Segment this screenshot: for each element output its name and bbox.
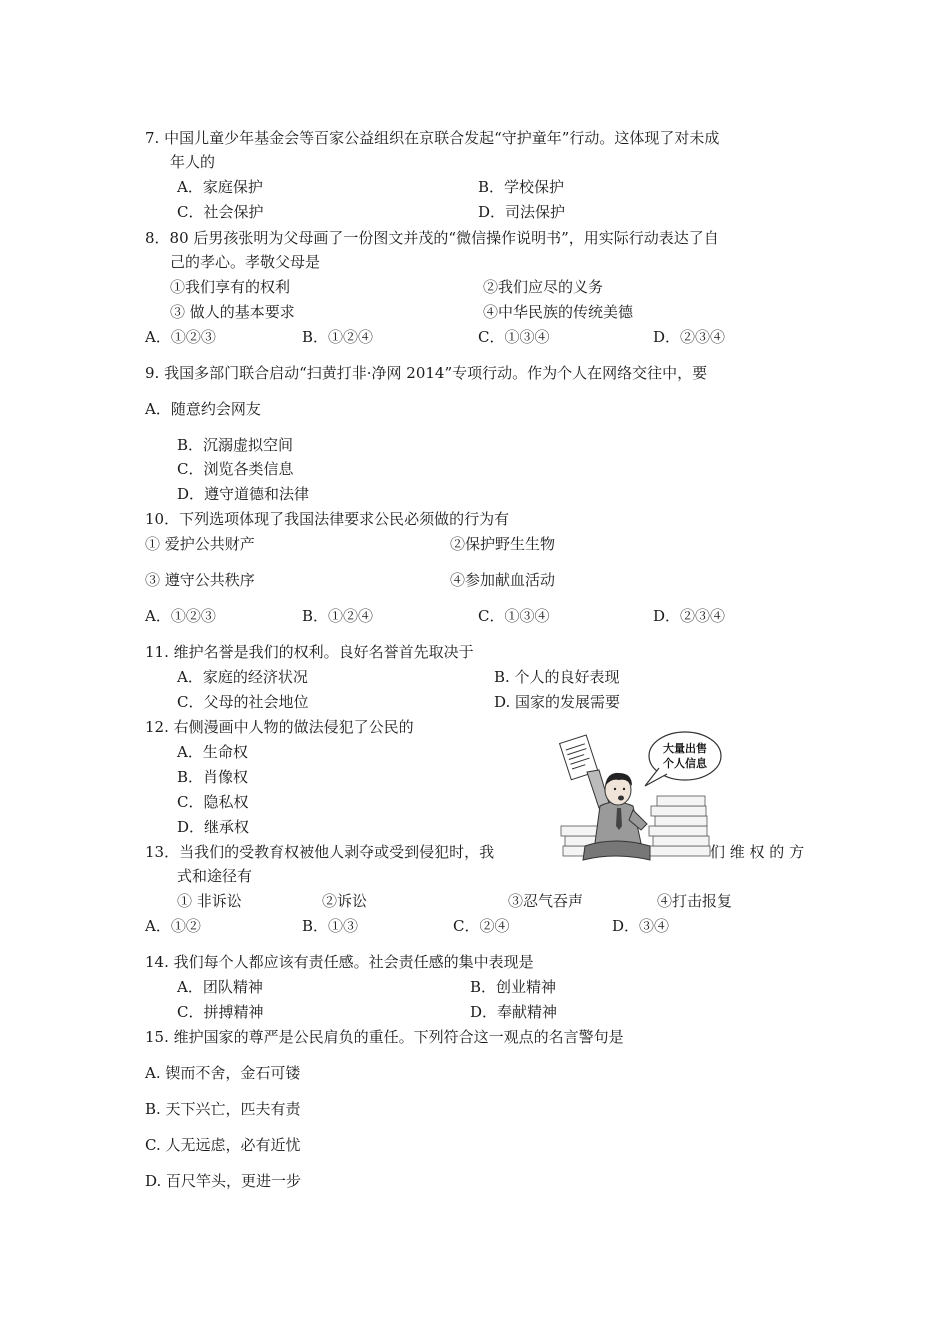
q15-option-c: C. 人无远虑，必有近忧	[145, 1136, 301, 1154]
q8-statement-4: ④中华民族的传统美德	[483, 303, 634, 321]
q13-option-c: C．②④	[453, 917, 510, 935]
q10-stem: 10．下列选项体现了我国法律要求公民必须做的行为有	[145, 510, 510, 528]
q8-statement-1: ①我们享有的权利	[170, 278, 291, 296]
q14-option-d: D．奉献精神	[470, 1003, 558, 1021]
q8-statement-3: ③ 做人的基本要求	[170, 303, 295, 321]
q8-option-a: A．①②③	[145, 328, 216, 346]
q9-option-d: D．遵守道德和法律	[177, 485, 310, 503]
q8-option-d: D．②③④	[653, 328, 726, 346]
q13-statement-1: ① 非诉讼	[177, 892, 242, 910]
q15-option-d: D. 百尺竿头，更进一步	[145, 1172, 302, 1190]
q13-statement-2: ②诉讼	[322, 892, 368, 910]
q11-option-c: C．父母的社会地位	[177, 693, 309, 711]
q14-option-a: A．团队精神	[177, 978, 263, 996]
q13-stem-right: 们 维 权 的 方	[710, 843, 805, 861]
q15-stem: 15. 维护国家的尊严是公民肩负的重任。下列符合这一观点的名言警句是	[145, 1028, 624, 1046]
q12-option-c: C．隐私权	[177, 793, 249, 811]
q14-option-c: C．拼搏精神	[177, 1003, 264, 1021]
bubble-text-line2: 个人信息	[663, 757, 707, 770]
q7-option-d: D．司法保护	[478, 203, 566, 221]
q13-statement-4: ④打击报复	[657, 892, 733, 910]
bubble-text-line1: 大量出售	[663, 742, 707, 755]
q8-statement-2: ②我们应尽的义务	[483, 278, 604, 296]
q10-statement-4: ④参加献血活动	[450, 571, 556, 589]
q13-option-a: A．①②	[145, 917, 201, 935]
q10-statement-2: ②保护野生生物	[450, 535, 556, 553]
q13-option-b: B．①③	[302, 917, 359, 935]
q14-option-b: B．创业精神	[470, 978, 557, 996]
q9-stem: 9. 我国多部门联合启动“扫黄打非·净网 2014”专项行动。作为个人在网络交往中，要	[145, 364, 708, 382]
q7-option-b: B．学校保护	[478, 178, 565, 196]
q12-option-b: B．肖像权	[177, 768, 249, 786]
q9-option-c: C．浏览各类信息	[177, 460, 294, 478]
q11-option-b: B. 个人的良好表现	[494, 668, 620, 686]
q11-stem: 11. 维护名誉是我们的权利。良好名誉首先取决于	[145, 643, 474, 661]
q7-option-c: C．社会保护	[177, 203, 264, 221]
cartoon-illustration	[555, 728, 725, 878]
q10-option-a: A．①②③	[145, 607, 216, 625]
q8-stem-line2: 己的孝心。孝敬父母是	[170, 253, 321, 271]
q7-option-a: A．家庭保护	[177, 178, 263, 196]
q13-stem-left: 13．当我们的受教育权被他人剥夺或受到侵犯时，我	[145, 843, 495, 861]
q8-option-c: C．①③④	[478, 328, 550, 346]
q10-statement-3: ③ 遵守公共秩序	[145, 571, 255, 589]
q7-stem-line2: 年人的	[170, 153, 216, 171]
q15-option-b: B. 天下兴亡，匹夫有责	[145, 1100, 301, 1118]
q14-stem: 14. 我们每个人都应该有责任感。社会责任感的集中表现是	[145, 953, 534, 971]
q13-option-d: D．③④	[612, 917, 670, 935]
q12-option-d: D．继承权	[177, 818, 250, 836]
q9-option-a: A．随意约会网友	[145, 400, 261, 418]
q15-option-a: A. 锲而不舍，金石可镂	[145, 1064, 301, 1082]
q10-option-b: B．①②④	[302, 607, 374, 625]
q10-option-d: D．②③④	[653, 607, 726, 625]
q13-stem-line2: 式和途径有	[177, 867, 253, 885]
q10-option-c: C．①③④	[478, 607, 550, 625]
q8-stem-line1: 8．80 后男孩张明为父母画了一份图文并茂的“微信操作说明书”，用实际行动表达了自	[145, 229, 719, 247]
q10-statement-1: ① 爱护公共财产	[145, 535, 255, 553]
q13-statement-3: ③忍气吞声	[508, 892, 584, 910]
q11-option-a: A．家庭的经济状况	[177, 668, 308, 686]
q9-option-b: B．沉溺虚拟空间	[177, 436, 294, 454]
q12-option-a: A．生命权	[177, 743, 248, 761]
q11-option-d: D. 国家的发展需要	[494, 693, 621, 711]
q12-stem: 12. 右侧漫画中人物的做法侵犯了公民的	[145, 718, 414, 736]
q7-stem-line1: 7. 中国儿童少年基金会等百家公益组织在京联合发起“守护童年”行动。这体现了对未成	[145, 129, 720, 147]
q8-option-b: B．①②④	[302, 328, 374, 346]
